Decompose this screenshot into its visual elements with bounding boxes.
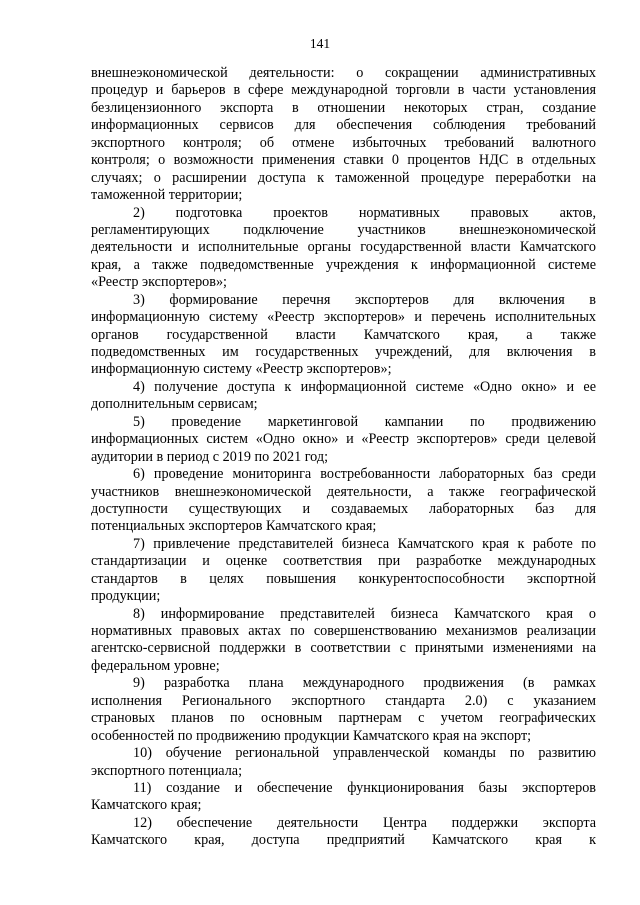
text-line: исполнения Регионального экспортного стандарта 2.0) с указанием: [91, 692, 596, 709]
text-line: регламентирующих подключение участников внешнеэкономической: [91, 221, 596, 238]
text-line: Камчатского края;: [91, 797, 202, 814]
text-line: продукции;: [91, 588, 161, 605]
text-line: случаях; о расширении доступа к таможенной процедуре переработки на: [91, 169, 596, 186]
text-line: 4) получение доступа к информационной системе «Одно окно» и ее: [133, 378, 596, 395]
text-line: 9) разработка плана международного продвижения (в рамках: [133, 675, 596, 692]
text-line: «Реестр экспортеров»;: [91, 274, 227, 291]
text-line: экспортного потенциала;: [91, 762, 243, 779]
text-line: 12) обеспечение деятельности Центра поддержки экспорта: [133, 814, 596, 831]
text-line: 8) информирование представителей бизнеса Камчатского края о: [133, 605, 596, 622]
text-line: подведомственных им государственных учреждений, для включения в: [91, 344, 596, 360]
text-line: информационную систему «Реестр экспортеров»;: [91, 361, 392, 378]
text-line: безлицензионного экспорта в отношении некоторых стран, создание: [91, 99, 596, 116]
text-line: процедур и барьеров в сфере международной торговли в части установления: [91, 82, 596, 99]
text-line: 7) привлечение представителей бизнеса Камчатского края к работе по: [133, 535, 596, 552]
text-line: контроля; о возможности применения ставки 0 процентов НДС в отдельных: [91, 152, 596, 169]
text-line: страновых планов по основным партнерам с учетом географических: [91, 710, 596, 727]
text-line: внешнеэкономической деятельности: о сокращении административных: [91, 65, 596, 81]
text-line: края, а также подведомственные учреждения к информационной системе: [91, 256, 596, 273]
text-line: информационных сервисов для обеспечения соблюдения требований: [91, 117, 596, 134]
text-line: информационных систем «Одно окно» и «Реестр экспортеров» среди целевой: [91, 431, 596, 448]
text-line: информационную систему «Реестр экспортеров» и перечень исполнительных: [91, 309, 596, 326]
text-line: экспортного контроля; об отмене избыточных требований валютного: [91, 134, 596, 151]
text-line: агентско-сервисной поддержки в соответствии с принятыми изменениями на: [91, 640, 596, 657]
text-line: 3) формирование перечня экспортеров для включения в: [133, 291, 596, 308]
text-line: нормативных правовых актах по совершенствованию механизмов реализации: [91, 623, 596, 639]
text-line: особенностей по продвижению продукции Камчатского края на экспорт;: [91, 727, 532, 744]
text-line: дополнительным сервисам;: [91, 396, 258, 413]
text-line: потенциальных экспортеров Камчатского края;: [91, 518, 377, 535]
text-line: 2) подготовка проектов нормативных правовых актов,: [133, 204, 596, 221]
text-line: таможенной территории;: [91, 187, 243, 204]
text-line: деятельности и исполнительные органы государственной власти Камчатского: [91, 239, 596, 256]
text-line: органов государственной власти Камчатского края, а также: [91, 326, 596, 343]
document-body: [91, 65, 596, 850]
text-line: аудитории в период с 2019 по 2021 год;: [91, 448, 329, 465]
text-line: федеральном уровне;: [91, 657, 220, 674]
text-line: доступности существующих и создаваемых лабораторных баз для: [91, 500, 596, 517]
text-line: участников внешнеэкономической деятельности, а также географической: [91, 483, 596, 500]
text-line: стандартов в целях повышения конкурентоспособности экспортной: [91, 570, 596, 587]
text-line: 11) создание и обеспечение функционирования базы экспортеров: [133, 779, 596, 796]
text-line: 6) проведение мониторинга востребованности лабораторных баз среди: [133, 466, 596, 483]
text-line: стандартизации и оценке соответствия при разработке международных: [91, 553, 596, 570]
text-line: Камчатского края, доступа предприятий Камчатского края к: [91, 832, 596, 849]
text-line: 5) проведение маркетинговой кампании по продвижению: [133, 413, 596, 430]
page-number: 141: [309, 36, 331, 51]
text-line: 10) обучение региональной управленческой команды по развитию: [133, 745, 596, 762]
